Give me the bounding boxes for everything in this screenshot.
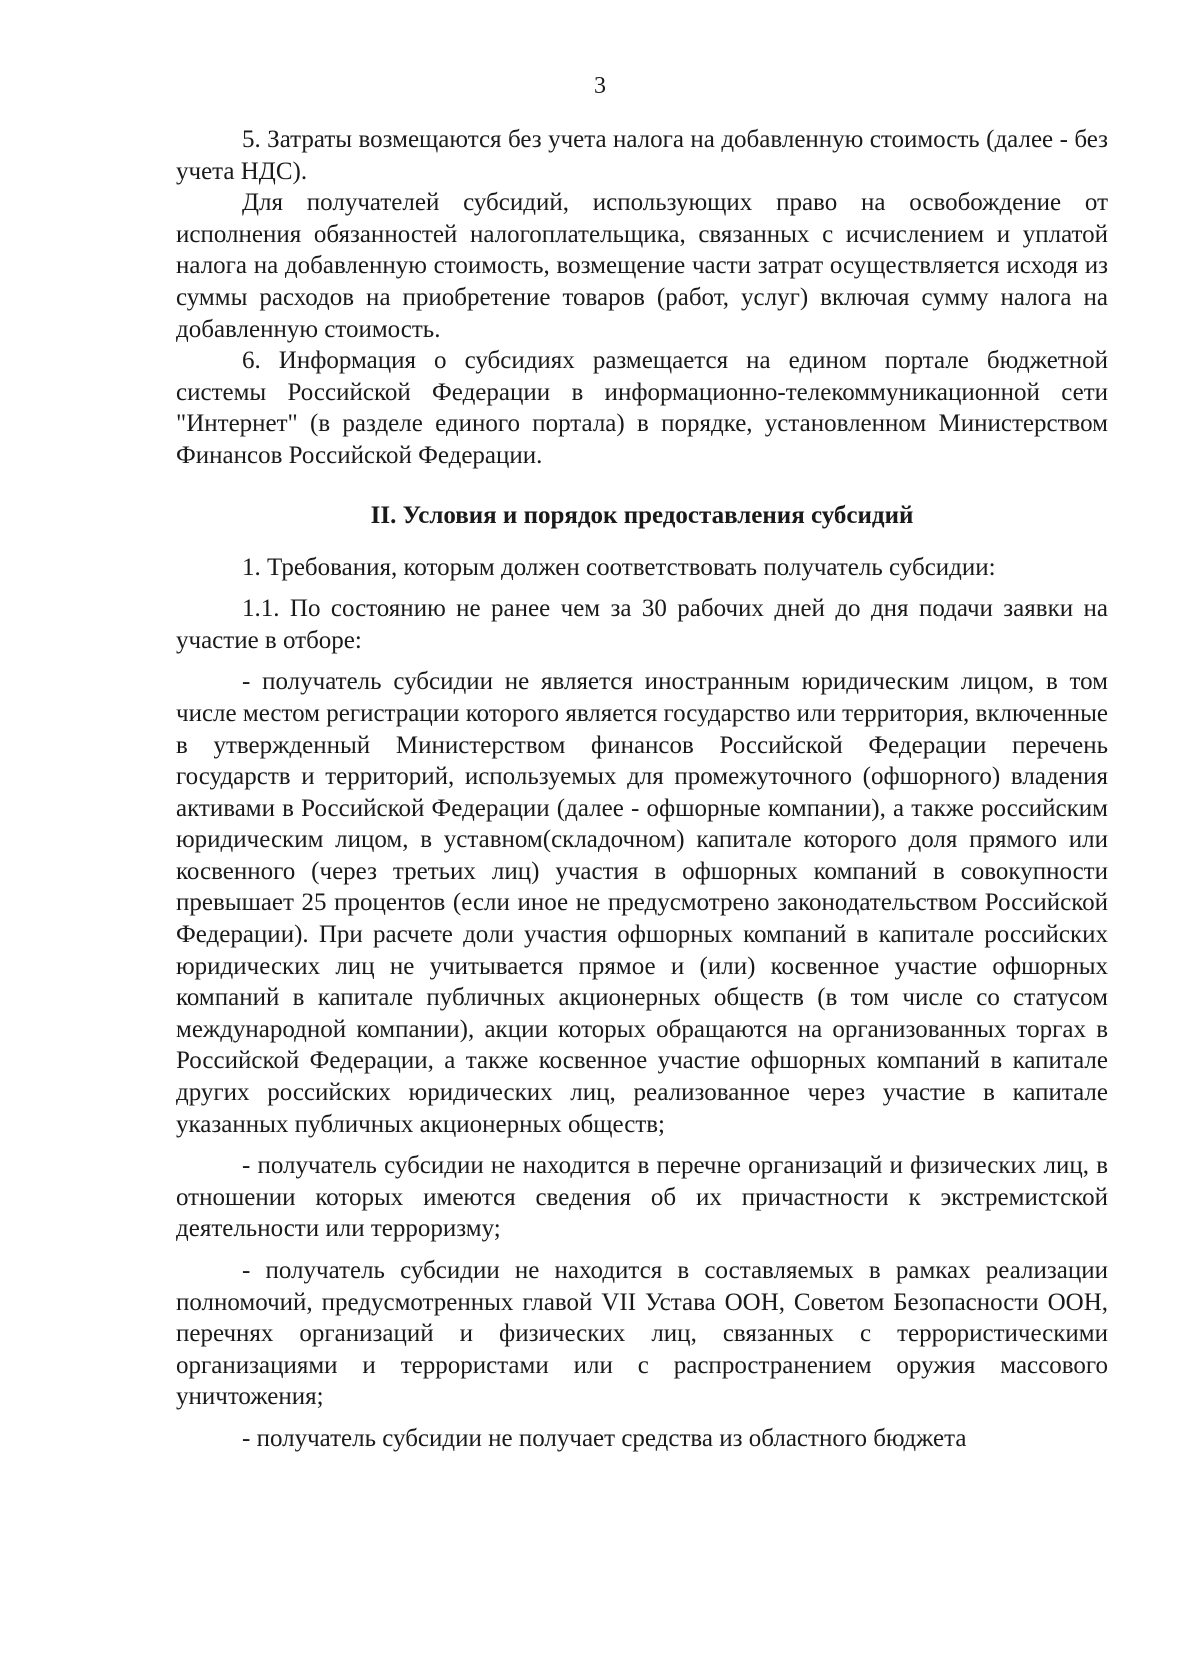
document-body <box>176 124 1108 1455</box>
paragraph-item-6: 6. Информация о субсидиях размещается на едином портале бюджетной системы Российской Федерации в информационно-телекоммуникационной сети "Интернет" (в разделе единого портала) в порядке, установленном Министерством Финансов Российской Федерации. <box>176 347 1108 469</box>
paragraph-extremism: - получатель субсидии не находится в перечне организаций и физических лиц, в отношении которых имеются сведения об их причастности к экстремистской деятельности или терроризму; <box>176 1152 1108 1243</box>
paragraph-regional-budget: - получатель субсидии не получает средства из областного бюджета <box>242 1424 967 1452</box>
paragraph-offshore: - получатель субсидии не является иностранным юридическим лицом, в том числе местом регистрации которого является государство или территория, включенные в утвержденный Министерством финансов Российской Федерации перечень государств и территорий, используемых для промежуточного (офшорного) владения активами в Российской Федерации (далее - офшорные компании), а также российским юридическим лицом, в уставном(складочном) капитале которого доля прямого или косвенного (через третьих лиц) участия в офшорных компаний в совокупности превышает 25 процентов (если иное не предусмотрено законодательством Российской Федерации). При расчете доли участия офшорных компаний в капитале российских юридических лиц не учитывается прямое и (или) косвенное участие офшорных компаний в капитале публичных акционерных обществ (в том числе со статусом международной компании), акции которых обращаются на организованных торгах в Российской Федерации, а также косвенное участие офшорных компаний в капитале других российских юридических лиц, реализованное через участие в капитале указанных публичных акционерных обществ; <box>176 668 1108 1138</box>
paragraph-requirements: 1. Требования, которым должен соответствовать получатель субсидии: <box>242 553 996 581</box>
section-heading: II. Условия и порядок предоставления субсидий <box>370 501 914 529</box>
paragraph-item-5: 5. Затраты возмещаются без учета налога на добавленную стоимость (далее - без учета НДС). <box>176 126 1108 185</box>
paragraph-un-lists: - получатель субсидии не находится в составляемых в рамках реализации полномочий, предусмотренных главой VII Устава ООН, Советом Безопасности ООН, перечнях организаций и физических лиц, связанных с террористическими организациями и террористами или с распространением оружия массового уничтожения; <box>176 1257 1108 1411</box>
paragraph-item-1-1: 1.1. По состоянию не ранее чем за 30 рабочих дней до дня подачи заявки на участие в отборе: <box>176 595 1108 654</box>
page-number: 3 <box>594 73 606 99</box>
paragraph-vat-exemption: Для получателей субсидий, использующих право на освобождение от исполнения обязанностей налогоплательщика, связанных с исчислением и уплатой налога на добавленную стоимость, возмещение части затрат осуществляется исходя из суммы расходов на приобретение товаров (работ, услуг) включая сумму налога на добавленную стоимость. <box>176 189 1108 343</box>
